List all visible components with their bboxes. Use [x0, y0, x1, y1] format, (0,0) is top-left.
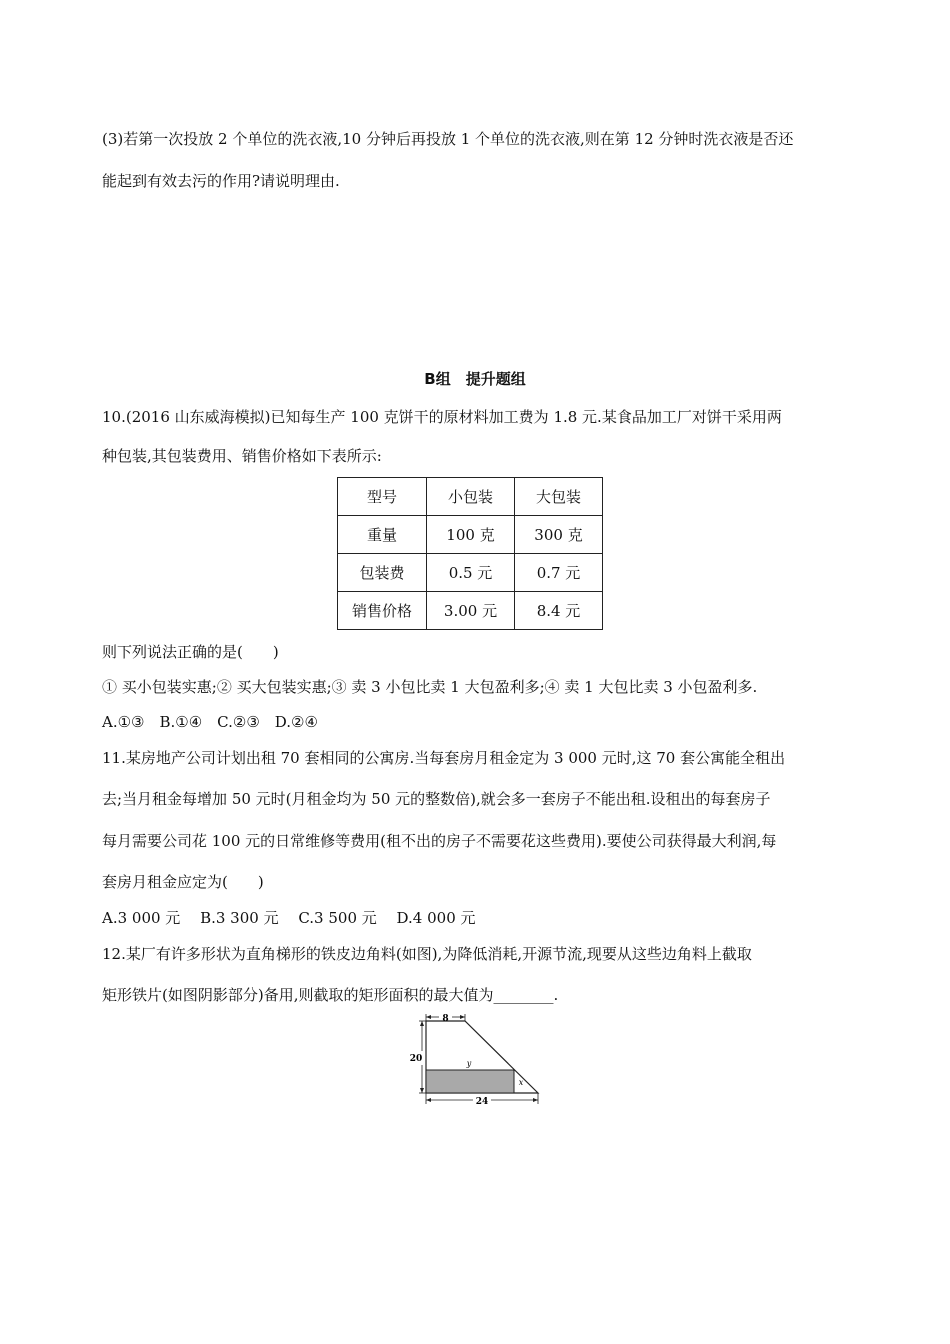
table-row [338, 516, 603, 554]
q10-line2: 种包装,其包装费用、销售价格如下表所示: [102, 447, 382, 465]
table-header-cell: 型号 [338, 478, 427, 516]
q10-prompt: 则下列说法正确的是( ) [102, 643, 279, 661]
q11-line2: 去;当月租金每增加 50 元时(月租金均为 50 元的整数倍),就会多一套房子不能出租.设租出的每套房子 [102, 790, 771, 808]
q12-line2: 矩形铁片(如图阴影部分)备用,则截取的矩形面积的最大值为________. [102, 986, 559, 1004]
q11-line1: 11.某房地产公司计划出租 70 套相同的公寓房.当每套房月租金定为 3 000 元时,这 70 套公寓能全租出 [102, 749, 786, 767]
table-cell: 0.7 元 [515, 554, 603, 592]
table-cell: 包装费 [338, 554, 427, 592]
q9-part3-line1: (3)若第一次投放 2 个单位的洗衣液,10 分钟后再投放 1 个单位的洗衣液,则在第 12 分钟时洗衣液是否还 [102, 130, 794, 148]
table-row [338, 592, 603, 630]
q9-part3-line2: 能起到有效去污的作用?请说明理由. [102, 172, 340, 190]
table-cell: 0.5 元 [427, 554, 515, 592]
table-cell: 3.00 元 [427, 592, 515, 630]
q10-options: A.①③ B.①④ C.②③ D.②④ [102, 713, 318, 731]
label-y: y [466, 1059, 472, 1068]
table-cell: 100 克 [427, 516, 515, 554]
q10-statements: ① 买小包装实惠;② 买大包装实惠;③ 卖 3 小包比卖 1 大包盈利多;④ 卖 1 大包比卖 3 小包盈利多. [102, 678, 758, 696]
section-heading: B组 提升题组 [424, 370, 526, 388]
q12-line1: 12.某厂有许多形状为直角梯形的铁皮边角料(如图),为降低消耗,开源节流,现要从这些边角料上截取 [102, 945, 752, 963]
q11-line3: 每月需要公司花 100 元的日常维修等费用(租不出的房子不需要花这些费用).要使公司获得最大利润,每 [102, 832, 777, 850]
table-cell: 8.4 元 [515, 592, 603, 630]
label-bottom: 24 [475, 1097, 489, 1107]
table-row [338, 554, 603, 592]
table-cell: 重量 [338, 516, 427, 554]
table-header-cell: 小包装 [427, 478, 515, 516]
shaded-rectangle [426, 1070, 514, 1093]
q11-line4: 套房月租金应定为( ) [102, 873, 264, 891]
label-top: 8 [442, 1014, 449, 1024]
q10-line1: 10.(2016 山东威海模拟)已知每生产 100 克饼干的原材料加工费为 1.8 元.某食品加工厂对饼干采用两 [102, 408, 782, 426]
label-x: x [518, 1078, 524, 1087]
table-row [338, 478, 603, 516]
q11-options: A.3 000 元 B.3 300 元 C.3 500 元 D.4 000 元 [102, 909, 476, 927]
table-cell: 300 克 [515, 516, 603, 554]
packaging-table [337, 477, 603, 630]
table-cell: 销售价格 [338, 592, 427, 630]
trapezoid-figure [405, 1013, 550, 1112]
label-left: 20 [409, 1054, 423, 1064]
trapezoid-diagram [405, 1013, 550, 1108]
table-header-cell: 大包装 [515, 478, 603, 516]
